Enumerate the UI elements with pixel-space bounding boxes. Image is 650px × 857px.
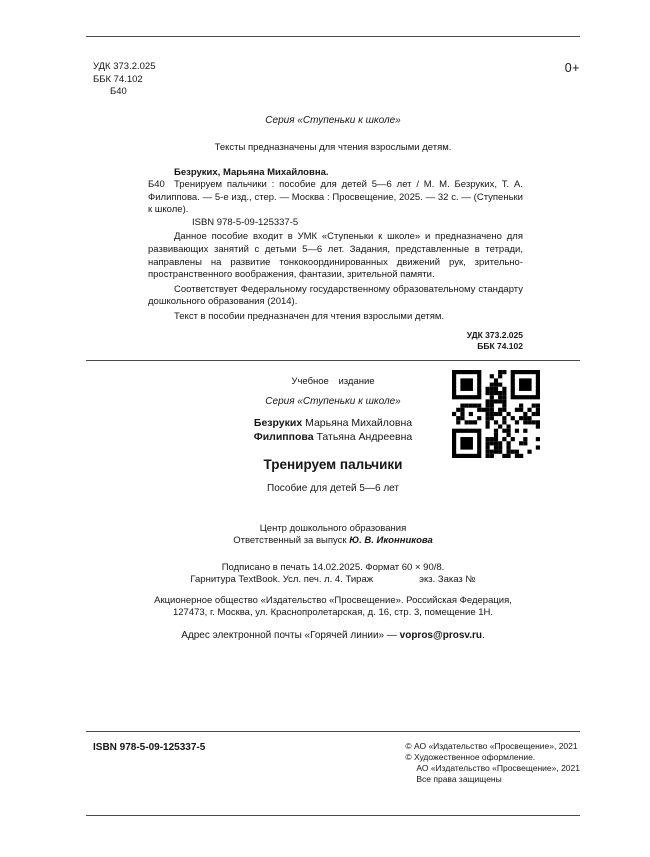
author1-name: Марьяна Михайловна	[302, 416, 413, 429]
page-content	[0, 36, 650, 816]
age-rating-badge: 0+	[564, 61, 580, 75]
print-line-2b: экз. Заказ №	[419, 573, 476, 585]
copyright-line-4: Все права защищены	[416, 773, 502, 784]
bbk-code-right: ББК 74.102	[477, 340, 523, 351]
author2-name: Татьяна Андреевна	[313, 431, 413, 444]
footer-divider	[86, 731, 580, 732]
bbk-code: ББК 74.102	[93, 73, 143, 85]
hotline-email-line	[86, 629, 580, 642]
classification-codes-right	[148, 330, 523, 352]
footer-row	[86, 741, 580, 785]
bottom-divider	[86, 815, 580, 816]
edition-type: Учебное издание	[291, 375, 375, 387]
print-line-1: Подписано в печать 14.02.2025. Формат 60 × 90/8.	[221, 561, 445, 573]
print-line-2	[86, 574, 580, 586]
copyright-line-3: АО «Издательство «Просвещение», 2021	[416, 762, 580, 773]
print-line-2a: Гарнитура TextBook. Усл. печ. л. 4. Тираж	[190, 573, 374, 585]
annotation-paragraph-2: Соответствует Федеральному государственному образовательному стандарту дошкольного образования (2014).	[148, 283, 523, 308]
catalog-isbn: ISBN 978-5-09-125337-5	[192, 216, 299, 228]
responsible-label: Ответственный за выпуск	[233, 534, 350, 546]
hotline-email-label: Адрес электронной почты «Горячей линии» —	[181, 629, 400, 641]
edition-series: Серия «Ступеньки к школе»	[265, 395, 401, 407]
edition-block	[86, 361, 580, 509]
author2-surname: Филиппова	[253, 431, 314, 444]
catalog-author-heading: Безруких, Марьяна Михайловна.	[174, 166, 329, 178]
hotline-email-suffix: .	[482, 629, 485, 641]
print-info	[86, 562, 580, 586]
production-block	[86, 523, 580, 642]
copyright-line-1: © АО «Издательство «Просвещение», 2021	[405, 740, 578, 751]
responsible-name: Ю. В. Иконникова	[349, 534, 433, 546]
responsible-line	[86, 535, 580, 547]
book-subtitle: Пособие для детей 5—6 лет	[267, 482, 399, 494]
catalog-entry-text: Тренируем пальчики : пособие для детей 5—6 лет / М. М. Безруких, Т. А. Филиппова. — 5-е изд., стер. — Москва : Просвещение, 2025. — 32 с. — (Ступеньки к школе).	[148, 179, 523, 216]
publisher-info	[86, 595, 580, 619]
author-sign: Б40	[110, 86, 127, 97]
annotation-paragraph-1: Данное пособие входит в УМК «Ступеньки к школе» и предназначено для развивающих занятий с детьми 5—6 лет. Задания, представленные в тетради, направлены на развитие тонкокоординированных движений рук, зрительно-пространственного воображения, фантазии, зрительной памяти.	[148, 231, 523, 281]
series-header: Серия «Ступеньки к школе»	[265, 114, 401, 126]
author1-surname: Безруких	[253, 416, 303, 429]
top-divider	[86, 36, 580, 37]
catalog-card	[148, 167, 523, 352]
copyright-line-2: © Художественное оформление.	[405, 751, 536, 762]
reading-note: Тексты предназначены для чтения взрослыми детям.	[214, 141, 452, 153]
department-line: Центр дошкольного образования	[259, 522, 407, 534]
qr-code	[452, 370, 540, 458]
copyright-block	[405, 741, 580, 785]
hotline-email: vopros@prosv.ru	[399, 629, 483, 641]
annotation-paragraph-3: Текст в пособии предназначен для чтения взрослыми детям.	[174, 311, 445, 323]
publisher-line-1: Акционерное общество «Издательство «Просвещение». Российская Федерация,	[154, 594, 512, 606]
catalog-entry	[148, 179, 523, 217]
footer-isbn: ISBN 978-5-09-125337-5	[93, 741, 206, 753]
udk-code-right: УДК 373.2.025	[466, 329, 523, 340]
book-title: Тренируем пальчики	[263, 456, 403, 472]
publisher-line-2: 127473, г. Москва, ул. Краснопролетарская, д. 16, стр. 3, помещение 1Н.	[172, 606, 494, 618]
classification-codes	[86, 61, 155, 99]
udk-code: УДК 373.2.025	[93, 61, 156, 72]
catalog-entry-code: Б40	[148, 179, 165, 191]
classification-block	[86, 61, 580, 99]
